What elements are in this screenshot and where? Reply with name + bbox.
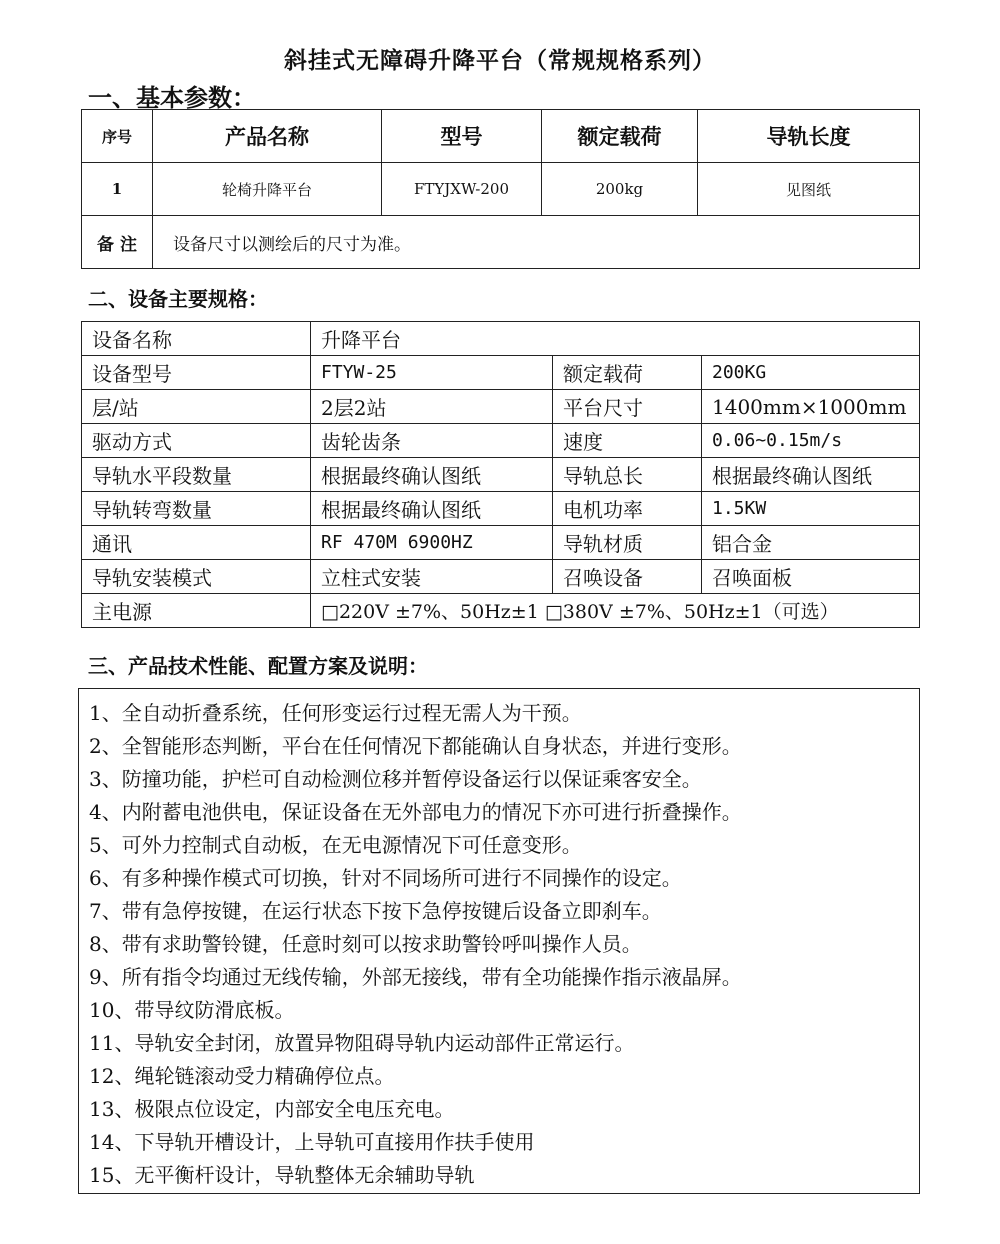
spec-value: 0.06~0.15m/s <box>702 424 920 458</box>
list-item: 14、下导轨开槽设计，上导轨可直接用作扶手使用 <box>89 1130 535 1154</box>
spec-label: 导轨总长 <box>553 458 702 492</box>
spec-value: 升降平台 <box>311 322 920 356</box>
spec-value: 齿轮齿条 <box>311 424 553 458</box>
list-item: 1、全自动折叠系统，任何形变运行过程无需人为干预。 <box>89 701 582 725</box>
table-cell: 200kg <box>542 163 698 216</box>
spec-label: 导轨转弯数量 <box>82 492 311 526</box>
list-item: 3、防撞功能，护栏可自动检测位移并暂停设备运行以保证乘客安全。 <box>89 767 702 791</box>
spec-row <box>82 526 920 560</box>
list-item: 4、内附蓄电池供电，保证设备在无外部电力的情况下亦可进行折叠操作。 <box>89 800 742 824</box>
section3-heading: 三、产品技术性能、配置方案及说明： <box>88 654 428 678</box>
note-label: 备 注 <box>82 216 153 269</box>
list-item: 10、带导纹防滑底板。 <box>89 998 295 1022</box>
table-cell: 1 <box>82 163 153 216</box>
spec-label: 平台尺寸 <box>553 390 702 424</box>
list-item: 8、带有求助警铃键，任意时刻可以按求助警铃呼叫操作人员。 <box>89 932 642 956</box>
list-item: 9、所有指令均通过无线传输，外部无接线，带有全功能操作指示液晶屏。 <box>89 965 742 989</box>
list-item: 13、极限点位设定，内部安全电压充电。 <box>89 1097 455 1121</box>
table-row <box>82 163 920 216</box>
spec-label: 电机功率 <box>553 492 702 526</box>
section1-heading: 一、基本参数： <box>88 84 256 112</box>
header-cell: 导轨长度 <box>698 110 920 163</box>
header-cell: 额定载荷 <box>542 110 698 163</box>
spec-label: 驱动方式 <box>82 424 311 458</box>
spec-value: 根据最终确认图纸 <box>702 458 920 492</box>
spec-row <box>82 390 920 424</box>
list-item: 11、导轨安全封闭，放置异物阻碍导轨内运动部件正常运行。 <box>89 1031 635 1055</box>
spec-row <box>82 594 920 628</box>
spec-label: 额定载荷 <box>553 356 702 390</box>
spec-value: RF 470M 6900HZ <box>311 526 553 560</box>
spec-row <box>82 458 920 492</box>
spec-value: 1.5KW <box>702 492 920 526</box>
page-title: 斜挂式无障碍升降平台（常规规格系列） <box>284 48 716 74</box>
table-cell: 轮椅升降平台 <box>153 163 382 216</box>
list-item: 15、无平衡杆设计，导轨整体无余辅助导轨 <box>89 1163 475 1187</box>
spec-value: 铝合金 <box>702 526 920 560</box>
list-item: 6、有多种操作模式可切换，针对不同场所可进行不同操作的设定。 <box>89 866 682 890</box>
header-cell: 产品名称 <box>153 110 382 163</box>
spec-row <box>82 492 920 526</box>
header-cell: 型号 <box>382 110 542 163</box>
spec-label: 速度 <box>553 424 702 458</box>
spec-value: 根据最终确认图纸 <box>311 458 553 492</box>
spec-row <box>82 356 920 390</box>
list-item: 7、带有急停按键，在运行状态下按下急停按键后设备立即刹车。 <box>89 899 662 923</box>
spec-value: 2层2站 <box>311 390 553 424</box>
spec-value: FTYW-25 <box>311 356 553 390</box>
section2-heading: 二、设备主要规格： <box>88 287 268 311</box>
note-row <box>82 216 920 269</box>
spec-row <box>82 322 920 356</box>
list-item: 2、全智能形态判断，平台在任何情况下都能确认自身状态，并进行变形。 <box>89 734 742 758</box>
table-cell: FTYJXW-200 <box>382 163 542 216</box>
spec-label: 设备型号 <box>82 356 311 390</box>
spec-label: 设备名称 <box>82 322 311 356</box>
spec-label: 通讯 <box>82 526 311 560</box>
spec-row <box>82 560 920 594</box>
header-cell: 序号 <box>82 110 153 163</box>
spec-value: 1400mm×1000mm <box>702 390 920 424</box>
spec-label: 导轨安装模式 <box>82 560 311 594</box>
power-value: □220V ±7%、50Hz±1 □380V ±7%、50Hz±1（可选） <box>311 594 920 628</box>
features-list <box>78 688 920 1194</box>
basic-params-table <box>81 109 920 269</box>
spec-label: 导轨材质 <box>553 526 702 560</box>
table-header-row <box>82 110 920 163</box>
table-cell: 见图纸 <box>698 163 920 216</box>
list-item: 12、绳轮链滚动受力精确停位点。 <box>89 1064 395 1088</box>
spec-row <box>82 424 920 458</box>
spec-value: 召唤面板 <box>702 560 920 594</box>
spec-label: 导轨水平段数量 <box>82 458 311 492</box>
note-text: 设备尺寸以测绘后的尺寸为准。 <box>153 216 920 269</box>
list-item: 5、可外力控制式自动板，在无电源情况下可任意变形。 <box>89 833 582 857</box>
spec-value: 根据最终确认图纸 <box>311 492 553 526</box>
spec-value: 200KG <box>702 356 920 390</box>
spec-label: 召唤设备 <box>553 560 702 594</box>
spec-table <box>81 321 920 628</box>
spec-value: 立柱式安装 <box>311 560 553 594</box>
spec-label: 层/站 <box>82 390 311 424</box>
spec-label: 主电源 <box>82 594 311 628</box>
